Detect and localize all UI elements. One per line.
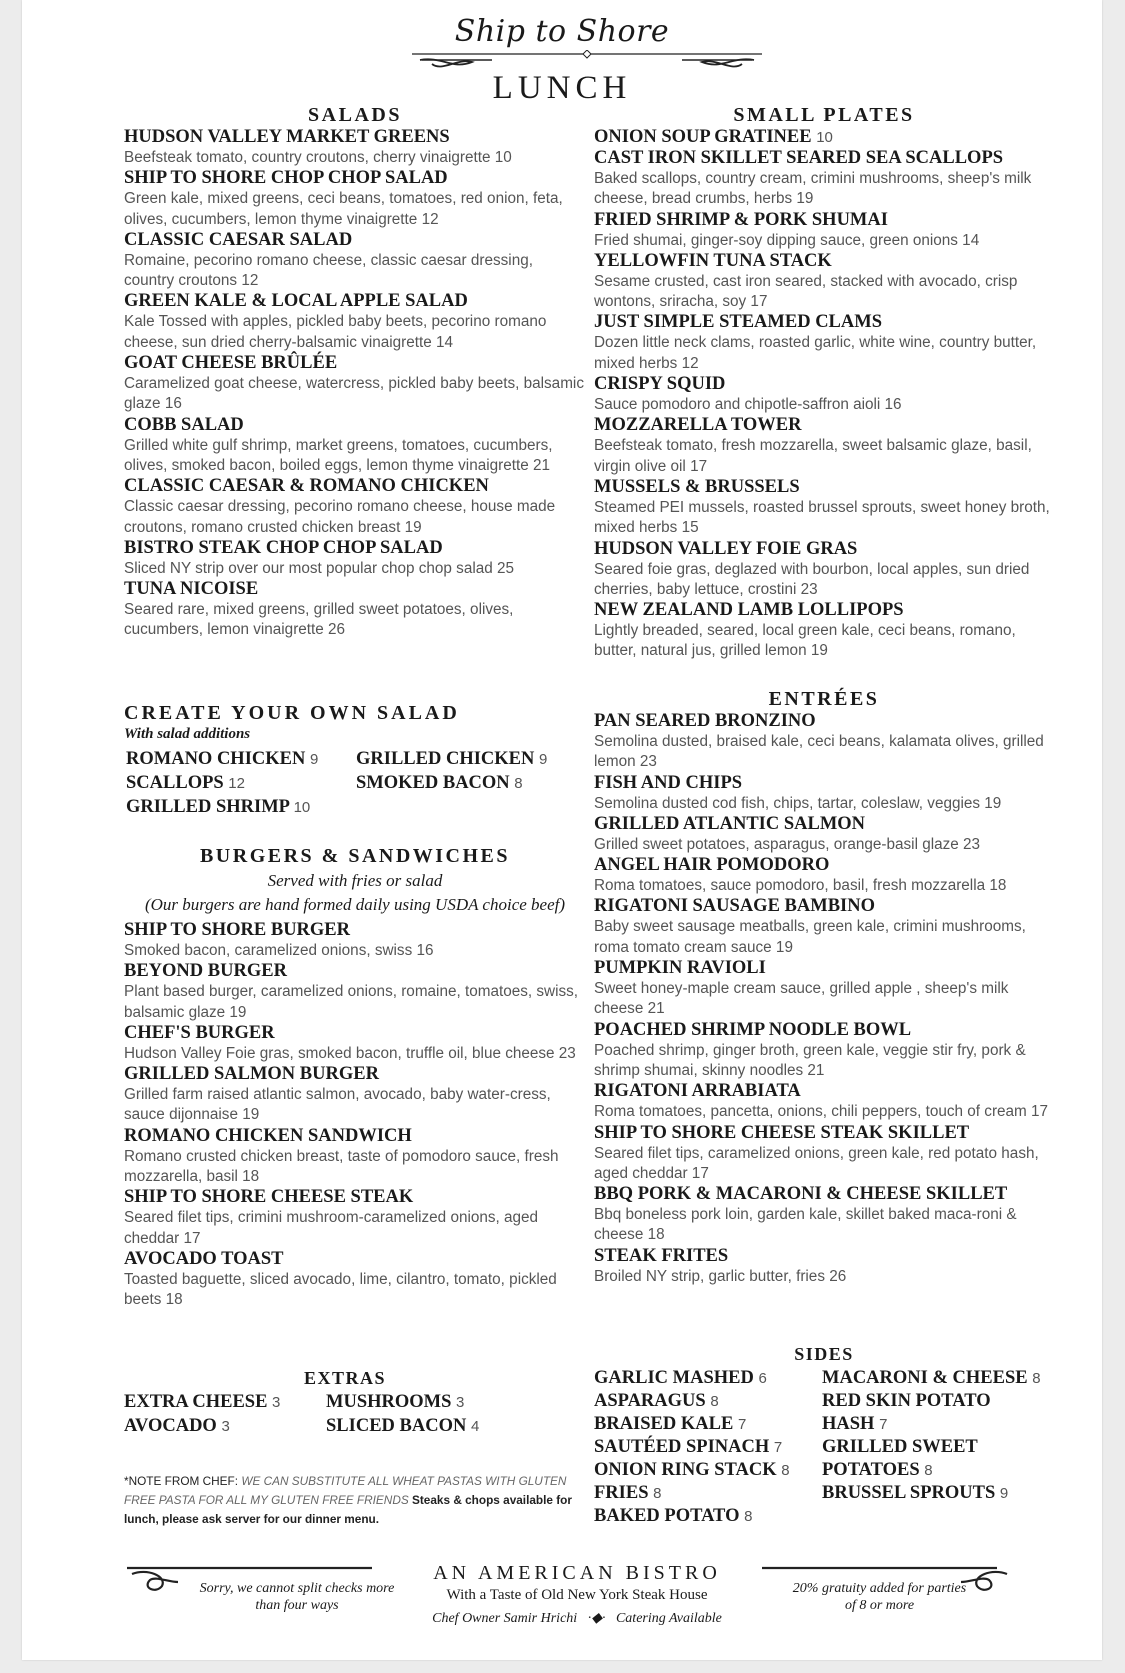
menu-item (594, 251, 1054, 313)
addon-item: SAUTÉED SPINACH 7 (594, 1437, 783, 1457)
menu-item-name: SHIP TO SHORE CHEESE STEAK (124, 1187, 414, 1208)
menu-item-description: Romano crusted chicken breast, taste of pomodoro sauce, fresh mozzarella, basil 18 (124, 1147, 559, 1186)
menu-item-name: BBQ PORK & MACARONI & CHEESE SKILLET (594, 1184, 1008, 1205)
menu-item-description: Bbq boneless pork loin, garden kale, skillet baked maca-roni & cheese 18 (594, 1206, 1017, 1244)
addon-item: RED SKIN POTATO (822, 1391, 991, 1411)
addon-item: BRUSSEL SPROUTS 9 (822, 1483, 1009, 1503)
menu-item-description: Steamed PEI mussels, roasted brussel sprouts, sweet honey broth, mixed herbs 15 (594, 498, 1050, 537)
extras-title: EXTRAS (303, 1368, 387, 1388)
menu-item (594, 210, 1054, 251)
menu-item-description: Toasted baguette, sliced avocado, lime, cilantro, tomato, pickled beets 18 (124, 1270, 557, 1309)
menu-item (124, 920, 586, 961)
burgers-subtitle-2: (Our burgers are hand formed daily using USDA choice beef) (144, 895, 566, 914)
menu-item-name: ANGEL HAIR POMODORO (594, 855, 830, 876)
addon-item: GRILLED CHICKEN 9 (356, 749, 548, 769)
menu-item-name: HUDSON VALLEY MARKET GREENS (124, 127, 450, 147)
split-checks-note: Sorry, we cannot split checks more than four ways (199, 1581, 395, 1613)
menu-item (594, 855, 1054, 896)
entrees-list (594, 711, 1054, 1287)
menu-item-name: CAST IRON SKILLET SEARED SEA SCALLOPS (594, 148, 1004, 168)
addon-price: 8 (653, 1485, 662, 1502)
menu-item (594, 1123, 1054, 1185)
addon-item: ONION RING STACK 8 (594, 1460, 790, 1480)
chef-note-bold: Steaks & chops available for lunch, please ask server for our dinner menu. (124, 1493, 572, 1526)
menu-item-description: Sesame crusted, cast iron seared, stacked with avocado, crisp wontons, sriracha, soy 17 (594, 272, 1018, 311)
menu-item-description: Semolina dusted, braised kale, ceci beans, kalamata olives, grilled lemon 23 (594, 733, 1044, 771)
addon-price: 8 (1032, 1370, 1041, 1387)
addon-price: 3 (272, 1394, 281, 1411)
create-salad-grid (124, 748, 586, 819)
addon-price: 9 (538, 751, 548, 768)
menu-item (124, 230, 586, 292)
menu-item-name: STEAK FRITES (594, 1245, 729, 1266)
menu-item-name: BEYOND BURGER (124, 961, 287, 982)
burgers-section (124, 845, 586, 1311)
chef-note-label: *NOTE FROM CHEF: (124, 1474, 242, 1488)
entrees-section (594, 688, 1054, 1287)
addon-item: SLICED BACON 4 (326, 1416, 480, 1436)
burgers-subtitle-1: Served with fries or salad (267, 871, 443, 890)
menu-item (594, 600, 1054, 662)
menu-item-description: Grilled farm raised atlantic salmon, avocado, baby water-cress, sauce dijonnaise 19 (124, 1086, 551, 1124)
salads-section (124, 104, 586, 641)
menu-item (124, 1249, 586, 1311)
menu-item-name: BISTRO STEAK CHOP CHOP SALAD (124, 537, 443, 558)
menu-item (594, 711, 1054, 773)
sides-column-2 (822, 1367, 1052, 1528)
menu-item-name: HUDSON VALLEY FOIE GRAS (594, 538, 858, 559)
addon-item: ASPARAGUS 8 (594, 1391, 719, 1411)
addon-price: 12 (228, 775, 245, 792)
menu-item-name: GREEN KALE & LOCAL APPLE SALAD (124, 291, 468, 312)
addon-price: 6 (758, 1370, 767, 1387)
menu-item-name: JUST SIMPLE STEAMED CLAMS (594, 312, 883, 333)
addon-price: 9 (999, 1485, 1009, 1502)
menu-item-description: Seared foie gras, deglazed with bourbon, local apples, sun dried cherries, baby lettuce, crostini 23 (594, 560, 1030, 598)
menu-item-description: Green kale, mixed greens, ceci beans, tomatoes, red onion, feta, olives, cucumbers, lemon thyme vinaigrette 12 (124, 190, 563, 228)
chef-note-italic: WE CAN SUBSTITUTE ALL WHEAT PASTAS WITH GLUTEN FREE PASTA FOR ALL MY GLUTEN FREE FRIENDS (124, 1474, 567, 1507)
sides-column-1 (594, 1367, 822, 1528)
addon-item: GARLIC MASHED 6 (594, 1368, 767, 1388)
menu-item-name: SHIP TO SHORE CHEESE STEAK SKILLET (594, 1122, 970, 1143)
menu-item (594, 127, 1054, 148)
burgers-title: BURGERS & SANDWICHES (199, 845, 511, 867)
menu-item (594, 415, 1054, 477)
small-plates-section (594, 104, 1054, 662)
create-salad-section (124, 702, 586, 819)
menu-item-name: MUSSELS & BRUSSELS (594, 476, 800, 497)
sides-title: SIDES (794, 1344, 854, 1364)
menu-item (594, 958, 1054, 1020)
menu-item-name: CHEF'S BURGER (124, 1022, 275, 1043)
addon-item: SCALLOPS 12 (126, 773, 245, 793)
create-salad-subtitle: With salad additions (124, 726, 251, 742)
addon-price: 8 (710, 1393, 719, 1410)
bistro-title: AN AMERICAN BISTRO (433, 1562, 721, 1584)
footer-credits (402, 1610, 752, 1627)
menu-item (594, 539, 1054, 601)
addon-item: BAKED POTATO 8 (594, 1506, 753, 1526)
menu-item (124, 1023, 586, 1064)
menu-item-name: CRISPY SQUID (594, 374, 726, 395)
menu-item-name: RIGATONI SAUSAGE BAMBINO (594, 896, 875, 917)
menu-item-description: Plant based burger, caramelized onions, romaine, tomatoes, swiss, balsamic glaze 19 (124, 983, 579, 1021)
addon-price: 7 (773, 1439, 783, 1456)
menu-item-name: SHIP TO SHORE CHOP CHOP SALAD (124, 168, 448, 189)
menu-item-name: POACHED SHRIMP NOODLE BOWL (594, 1019, 912, 1040)
chef-owner: Chef Owner Samir Hrichi (432, 1611, 578, 1626)
addon-price: 8 (781, 1462, 790, 1479)
addon-item: MACARONI & CHEESE 8 (822, 1368, 1041, 1388)
small-plates-list (594, 127, 1054, 662)
menu-item (594, 896, 1054, 958)
menu-item-name: TUNA NICOISE (124, 579, 259, 600)
menu-item-description: Broiled NY strip, garlic butter, fries 26 (594, 1267, 847, 1285)
menu-item-name: FISH AND CHIPS (594, 772, 743, 793)
menu-item (124, 961, 586, 1023)
menu-item-description: Sliced NY strip over our most popular chop chop salad 25 (124, 559, 515, 577)
chef-note (124, 1472, 574, 1529)
menu-item-description: Baby sweet sausage meatballs, green kale, crimini mushrooms, roma tomato cream sauce 19 (594, 918, 1026, 956)
menu-page (22, 0, 1102, 1660)
menu-item-description: Poached shrimp, ginger broth, green kale, veggie stir fry, pork & shrimp shumai, skinny noodles 21 (594, 1041, 1026, 1079)
menu-item-name: PAN SEARED BRONZINO (594, 711, 816, 731)
menu-item-name: ONION SOUP GRATINEE 10 (594, 127, 833, 147)
extras-section (124, 1368, 586, 1438)
menu-item (124, 1126, 586, 1188)
addon-item: GRILLED SHRIMP 10 (126, 797, 311, 817)
menu-item (594, 312, 1054, 374)
menu-item-name: GRILLED SALMON BURGER (124, 1064, 379, 1085)
menu-item-description: Beefsteak tomato, fresh mozzarella, sweet balsamic glaze, basil, virgin olive oil 17 (594, 437, 1032, 475)
menu-item-name: AVOCADO TOAST (124, 1248, 284, 1269)
addon-item: BRAISED KALE 7 (594, 1414, 747, 1434)
addon-price: 7 (879, 1416, 888, 1433)
addon-item: HASH 7 (822, 1414, 888, 1434)
addon-item: POTATOES 8 (822, 1460, 933, 1480)
menu-item-description: Hudson Valley Foie gras, smoked bacon, truffle oil, blue cheese 23 (124, 1044, 576, 1062)
menu-item-description: Roma tomatoes, sauce pomodoro, basil, fresh mozzarella 18 (594, 877, 1007, 895)
menu-item-name: RIGATONI ARRABIATA (594, 1081, 801, 1102)
menu-item-description: Seared rare, mixed greens, grilled sweet potatoes, olives, cucumbers, lemon vinaigrette 26 (124, 601, 514, 639)
menu-item-description: Beefsteak tomato, country croutons, cherry vinaigrette 10 (124, 149, 512, 166)
menu-item-name: ROMANO CHICKEN SANDWICH (124, 1125, 412, 1146)
menu-item-description: Classic caesar dressing, pecorino romano cheese, house made croutons, romano crusted chicken breast 19 (124, 498, 556, 536)
brand-name: Ship to Shore (454, 14, 670, 49)
menu-item-description: Kale Tossed with apples, pickled baby beets, pecorino romano cheese, sun dried cherry-balsamic vinaigrette 14 (124, 313, 547, 351)
menu-item (124, 127, 586, 168)
menu-item (594, 477, 1054, 539)
diamond-icon: ·◆· (580, 1611, 613, 1626)
menu-item-name: MOZZARELLA TOWER (594, 415, 802, 436)
salads-list (124, 127, 586, 641)
salads-title: SALADS (308, 104, 402, 126)
sides-section (594, 1344, 1054, 1528)
menu-item-description: Seared filet tips, crimini mushroom-caramelized onions, aged cheddar 17 (124, 1209, 539, 1247)
menu-item (124, 1187, 586, 1249)
menu-item (594, 374, 1054, 415)
menu-item-name: COBB SALAD (124, 414, 244, 435)
addon-price: 4 (470, 1418, 480, 1435)
menu-item (124, 538, 586, 579)
menu-item-name: GRILLED ATLANTIC SALMON (594, 813, 866, 834)
menu-item (124, 168, 586, 230)
addon-item: MUSHROOMS 3 (326, 1392, 465, 1412)
bistro-subtitle: With a Taste of Old New York Steak House (446, 1587, 708, 1603)
addon-item: ROMANO CHICKEN 9 (126, 749, 319, 769)
menu-item-description: Roma tomatoes, pancetta, onions, chili peppers, touch of cream 17 (594, 1103, 1049, 1121)
menu-item (594, 1184, 1054, 1246)
menu-item-description: Romaine, pecorino romano cheese, classic caesar dressing, country croutons 12 (124, 251, 533, 290)
menu-item-description: Seared filet tips, caramelized onions, green kale, red potato hash, aged cheddar 17 (594, 1144, 1039, 1182)
addon-price: 3 (221, 1418, 230, 1435)
menu-title: LUNCH (492, 70, 632, 106)
menu-item-name: CLASSIC CAESAR SALAD (124, 229, 353, 250)
menu-item-description: Dozen little neck clams, roasted garlic, white wine, country butter, mixed herbs 12 (594, 334, 1037, 372)
catering-note: Catering Available (615, 1611, 722, 1626)
addon-price: 8 (744, 1508, 753, 1525)
menu-item-name: CLASSIC CAESAR & ROMANO CHICKEN (124, 476, 489, 497)
addon-item: AVOCADO 3 (124, 1416, 230, 1436)
addon-item: SMOKED BACON 8 (356, 773, 523, 793)
small-plates-title: SMALL PLATES (733, 104, 915, 126)
addon-price: 8 (924, 1462, 933, 1479)
menu-item-description: Semolina dusted cod fish, chips, tartar, coleslaw, veggies 19 (594, 794, 1002, 812)
addon-price: 8 (514, 775, 523, 792)
addon-item: GRILLED SWEET (822, 1437, 978, 1457)
menu-item-description: Fried shumai, ginger-soy dipping sauce, green onions 14 (594, 231, 980, 249)
menu-item (594, 1081, 1054, 1122)
menu-item (594, 773, 1054, 814)
menu-item (124, 476, 586, 538)
menu-item-description: Baked scallops, country cream, crimini mushrooms, sheep's milk cheese, bread crumbs, herbs 19 (594, 170, 1032, 208)
menu-item (124, 1064, 586, 1126)
menu-item-description: Grilled sweet potatoes, asparagus, orange-basil glaze 23 (594, 835, 981, 853)
menu-item-name: YELLOWFIN TUNA STACK (594, 250, 832, 271)
menu-item-name: FRIED SHRIMP & PORK SHUMAI (594, 209, 888, 230)
addon-item: EXTRA CHEESE 3 (124, 1392, 281, 1412)
menu-item-description: Caramelized goat cheese, watercress, pickled baby beets, balsamic glaze 16 (124, 375, 584, 413)
menu-item (124, 291, 586, 353)
menu-item-description: Grilled white gulf shrimp, market greens, tomatoes, cucumbers, olives, smoked bacon, boiled eggs, lemon thyme vinaigrette 21 (124, 436, 553, 474)
menu-item-description: Smoked bacon, caramelized onions, swiss 16 (124, 942, 434, 959)
menu-item (594, 148, 1054, 210)
extras-grid (124, 1391, 586, 1438)
addon-price: 9 (309, 751, 319, 768)
addon-price: 7 (737, 1416, 747, 1433)
menu-item (124, 353, 586, 415)
menu-item (594, 1246, 1054, 1287)
addon-item: FRIES 8 (594, 1483, 662, 1503)
addon-price: 3 (456, 1394, 465, 1411)
menu-item-name: PUMPKIN RAVIOLI (594, 958, 766, 979)
create-salad-title: CREATE YOUR OWN SALAD (124, 702, 460, 724)
entrees-title: ENTRÉES (768, 688, 880, 710)
burgers-list (124, 920, 586, 1311)
footer-center (402, 1562, 752, 1627)
addon-price: 10 (293, 799, 311, 816)
menu-item-description: Sauce pomodoro and chipotle-saffron aioli 16 (594, 396, 902, 414)
menu-item (594, 1020, 1054, 1082)
menu-item-name: NEW ZEALAND LAMB LOLLIPOPS (594, 600, 904, 621)
menu-item-description: Sweet honey-maple cream sauce, grilled apple , sheep's milk cheese 21 (594, 980, 1009, 1018)
menu-item-description: Lightly breaded, seared, local green kale, ceci beans, romano, butter, natural jus, grilled lemon 19 (594, 622, 1016, 660)
menu-item (594, 814, 1054, 855)
sides-columns (594, 1367, 1054, 1528)
menu-item-name: SHIP TO SHORE BURGER (124, 920, 351, 940)
menu-item-price: 10 (816, 129, 833, 146)
menu-item (124, 415, 586, 477)
menu-item (124, 579, 586, 641)
menu-item-name: GOAT CHEESE BRÛLÉE (124, 353, 338, 374)
gratuity-note: 20% gratuity added for parties of 8 or more (792, 1581, 967, 1613)
